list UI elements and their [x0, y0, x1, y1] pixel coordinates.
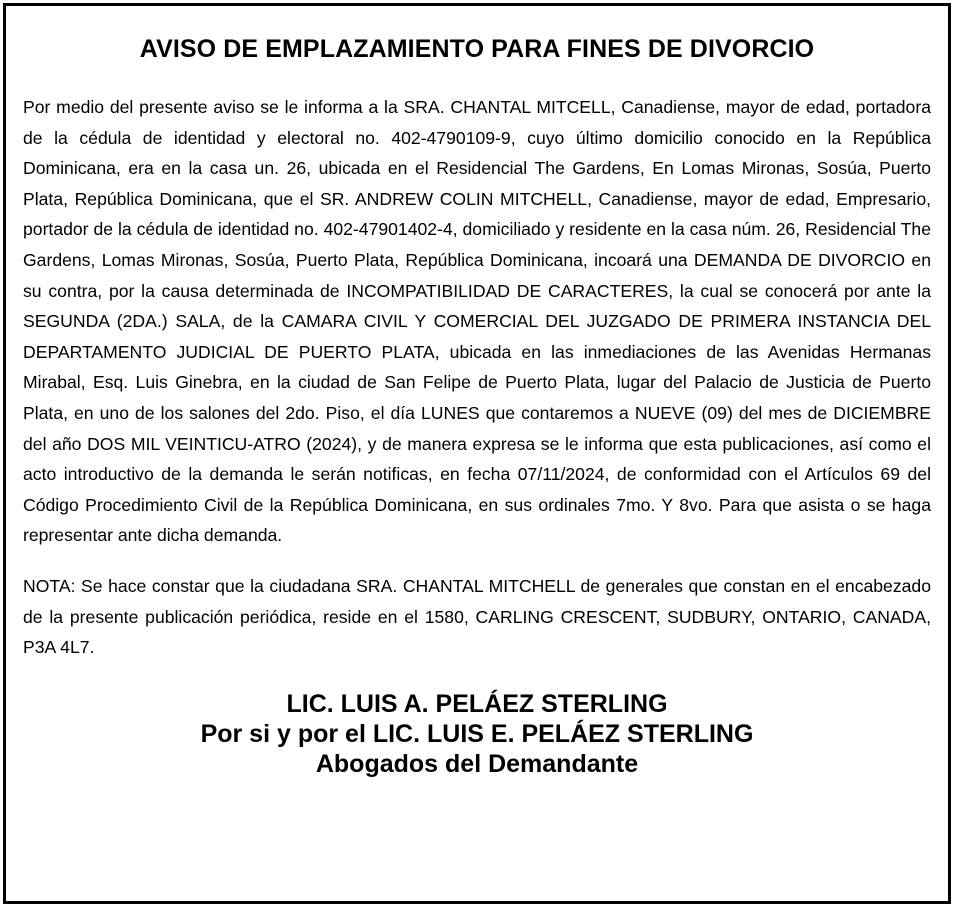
- notice-frame: [3, 3, 951, 904]
- signature-line-co-attorney: Por si y por el LIC. LUIS E. PELÁEZ STERLING: [200, 719, 754, 748]
- notice-nota-paragraph: NOTA: Se hace constar que la ciudadana SRA. CHANTAL MITCHELL de generales que constan en el encabezado de la presente publicación periódica, reside en el 1580, CARLING CRESCENT, SUDBURY, ONTARIO, CANADA, P3A 4L7.: [23, 575, 931, 658]
- signature-line-role: Abogados del Demandante: [315, 749, 639, 778]
- notice-content: [23, 6, 931, 779]
- notice-body-paragraph: Por medio del presente aviso se le informa a la SRA. CHANTAL MITCELL, Canadiense, mayor de edad, portadora de la cédula de identidad y electoral no. 402-4790109-9, cuyo último domicilio conocido en la República Dominicana, era en la casa un. 26, ubicada en el Residencial The Gardens, En Lomas Mironas, Sosúa, Puerto Plata, República Dominicana, que el SR. ANDREW COLIN MITCHELL, Canadiense, mayor de edad, Empresario, portador de la cédula de identidad no. 402-47901402-4, domiciliado y residente en la casa núm. 26, Residencial The Gardens, Lomas Mironas, Sosúa, Puerto Plata, República Dominicana, incoará una DEMANDA DE DIVORCIO en su contra, por la causa determinada de INCOMPATIBILIDAD DE CARACTERES, la cual se conocerá por ante la SEGUNDA (2DA.) SALA, de la CAMARA CIVIL Y COMERCIAL DEL JUZGADO DE PRIMERA INSTANCIA DEL DEPARTAMENTO JUDICIAL DE PUERTO PLATA, ubicada en las inmediaciones de las Avenidas Hermanas Mirabal, Esq. Luis Ginebra, en la ciudad de San Felipe de Puerto Plata, lugar del Palacio de Justicia de Puerto Plata, en uno de los salones del 2do. Piso, el día LUNES que contaremos a NUEVE (09) del mes de DICIEMBRE del año DOS MIL VEINTICU-ATRO (2024), y de manera expresa se le informa que esta publicaciones, así como el acto introductivo de la demanda le serán notificas, en fecha 07/11/2024, de conformidad con el Artículos 69 del Código Procedimiento Civil de la República Dominicana, en sus ordinales 7mo. Y 8vo. Para que asista o se haga representar ante dicha demanda.: [23, 97, 931, 546]
- signature-block: [23, 689, 931, 779]
- signature-line-attorney: LIC. LUIS A. PELÁEZ STERLING: [286, 689, 668, 718]
- notice-title: AVISO DE EMPLAZAMIENTO PARA FINES DE DIVORCIO: [139, 35, 815, 63]
